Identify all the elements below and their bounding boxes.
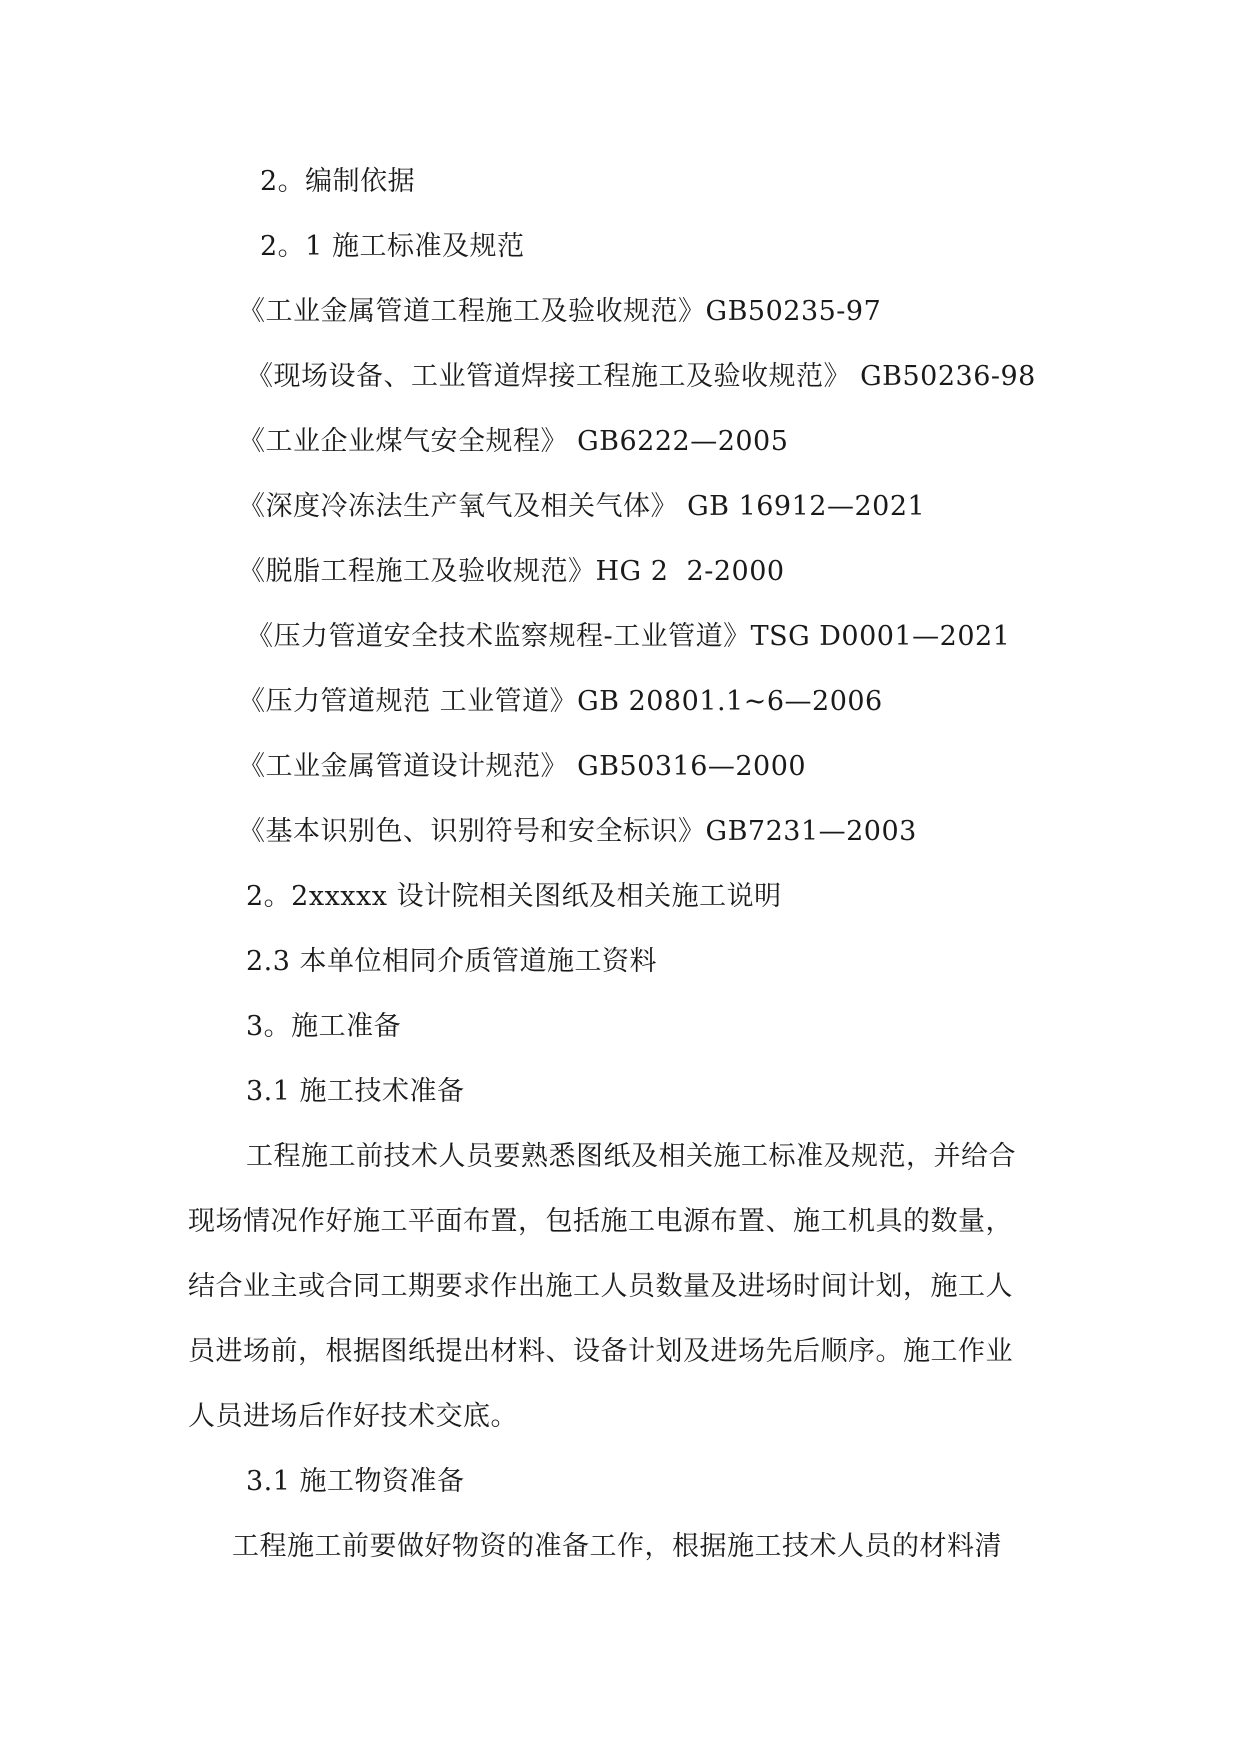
tech-prep-paragraph-line: 工程施工前技术人员要熟悉图纸及相关施工标准及规范，并给合: [246, 1141, 1016, 1172]
standard-item: 《压力管道规范 工业管道》GB 20801.1~6—2006: [238, 686, 883, 717]
tech-prep-paragraph-line: 员进场前，根据图纸提出材料、设备计划及进场先后顺序。施工作业: [188, 1336, 1013, 1367]
standard-item: 《工业企业煤气安全规程》 GB6222—2005: [238, 426, 789, 457]
standard-item: 《深度冷冻法生产氧气及相关气体》 GB 16912—2021: [238, 491, 926, 522]
standard-item: 《压力管道安全技术监察规程-工业管道》TSG D0001—2021: [246, 621, 1011, 652]
standard-item: 《工业金属管道工程施工及验收规范》GB50235-97: [238, 296, 882, 327]
standard-item: 《现场设备、工业管道焊接工程施工及验收规范》 GB50236-98: [246, 361, 1036, 392]
standard-item: 《基本识别色、识别符号和安全标识》GB7231—2003: [238, 816, 917, 847]
section-2-1-heading: 2。1 施工标准及规范: [260, 231, 525, 262]
section-2-3-heading: 2.3 本单位相同介质管道施工资料: [246, 946, 658, 977]
section-2-heading: 2。编制依据: [260, 166, 416, 197]
section-3-heading: 3。施工准备: [246, 1011, 402, 1042]
section-2-2-heading: 2。2xxxxx 设计院相关图纸及相关施工说明: [246, 881, 782, 912]
section-3-1-heading: 3.1 施工技术准备: [246, 1076, 465, 1107]
tech-prep-paragraph-line: 人员进场后作好技术交底。: [188, 1401, 518, 1432]
tech-prep-paragraph-line: 现场情况作好施工平面布置，包括施工电源布置、施工机具的数量，: [188, 1206, 1013, 1237]
standard-item: 《脱脂工程施工及验收规范》HG 2 2-2000: [238, 556, 785, 587]
standard-item: 《工业金属管道设计规范》 GB50316—2000: [238, 751, 807, 782]
material-prep-paragraph-line: 工程施工前要做好物资的准备工作，根据施工技术人员的材料清: [232, 1531, 1002, 1562]
section-3-1b-heading: 3.1 施工物资准备: [246, 1466, 465, 1497]
tech-prep-paragraph-line: 结合业主或合同工期要求作出施工人员数量及进场时间计划，施工人: [188, 1271, 1013, 1302]
